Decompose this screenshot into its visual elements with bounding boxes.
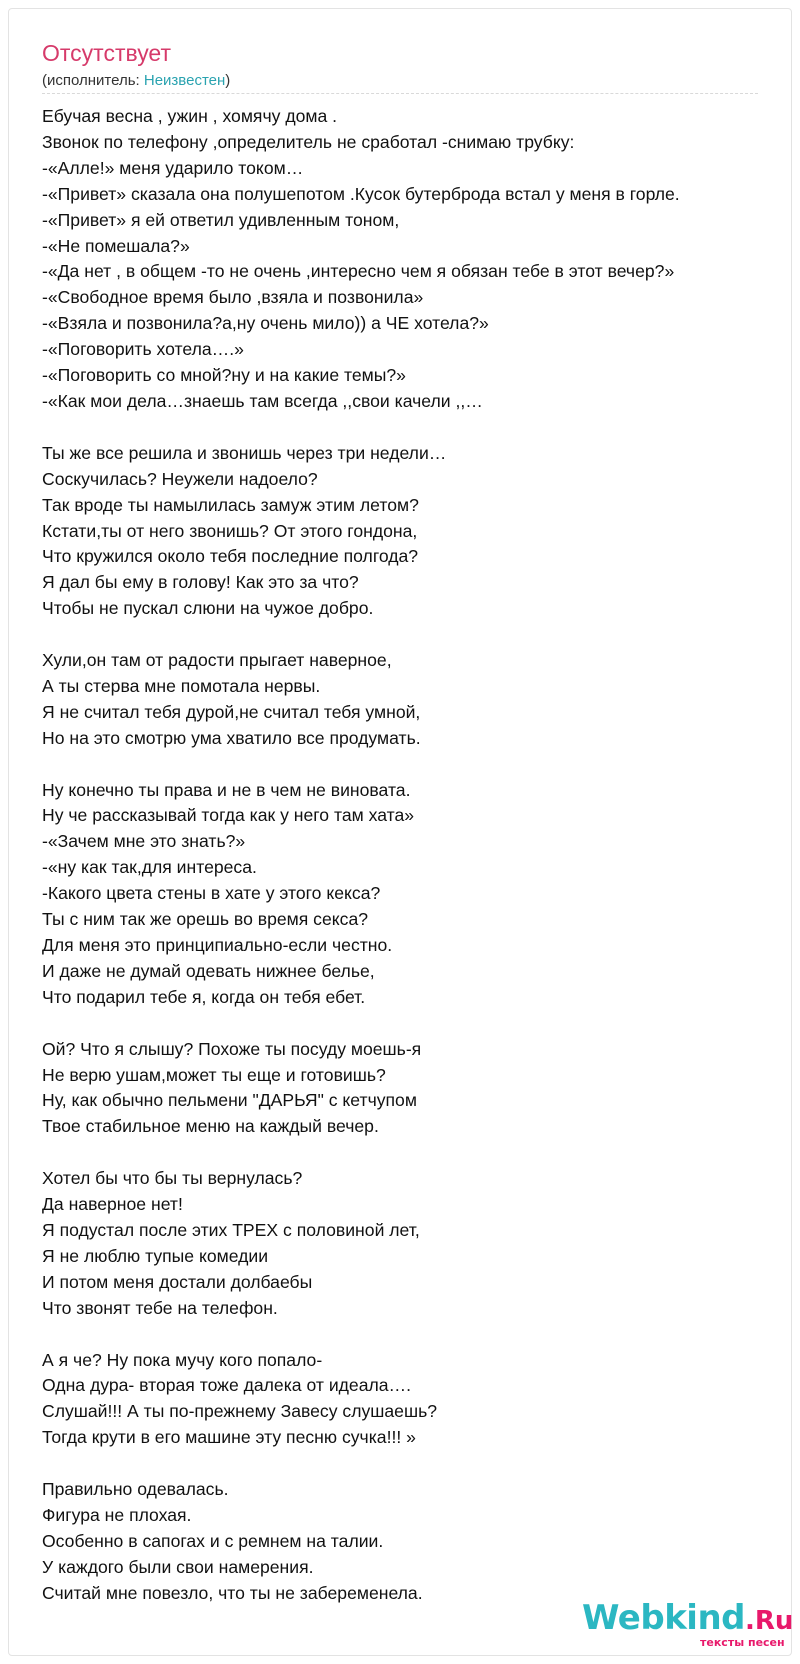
artist-prefix: (исполнитель:	[42, 72, 144, 89]
logo-wordmark: Webkind	[582, 1598, 745, 1638]
song-title: Отсутствует	[42, 40, 171, 66]
artist-line	[42, 72, 230, 89]
site-logo[interactable]	[582, 1598, 793, 1648]
logo-tld: .Ru	[745, 1606, 794, 1636]
artist-link[interactable]: Неизвестен	[143, 72, 226, 89]
artist-suffix: )	[225, 72, 231, 89]
logo-tagline: тексты песен	[700, 1636, 785, 1649]
header-divider	[42, 93, 758, 94]
lyrics-text: Ебучая весна , ужин , хомячу дома . Звонок по телефону ,определитель не сработал -снимаю трубку: -«Алле!» меня ударило током… -«Привет» сказала она полушепотом .Кусок бутерброда встал у меня в горле. -«Привет» я ей ответил удивленным тоном, -«Не помешала?» -«Да нет , в общем -то не очень ,интересно чем я обязан тебе в этот вечер?» -«Свободное время было ,взяла и позвонила» -«Взяла и позвонила?а,ну очень мило)) а ЧЕ хотела?» -«Поговорить хотела….» -«Поговорить со мной?ну и на какие темы?» -«Как мои дела…знаешь там всегда ,,свои качели ,,… Ты же все решила и звонишь через три недели… Соскучилась? Неужели надоело? Так вроде ты намылилась замуж этим летом? Кстати,ты от него звонишь? От этого гондона, Что кружился около тебя последние полгода? Я дал бы ему в голову! Как это за что? Чтобы не пускал слюни на чужое добро. Хули,он там от радости прыгает наверное, А ты стерва мне помотала нервы. Я не считал тебя дурой,не считал тебя умной, Но на это смотрю ума хватило все продумать. Ну конечно ты права и не в чем не виновата. Ну че рассказывай тогда как у него там хата» -«Зачем мне это знать?» -«ну как так,для интереса. -Какого цвета стены в хате у этого кекса? Ты с ним так же орешь во время секса? Для меня это принципиально-если честно. И даже не думай одевать нижнее белье, Что подарил тебе я, когда он тебя ебет. Ой? Что я слышу? Похоже ты посуду моешь-я Не верю ушам,может ты еще и готовишь? Ну, как обычно пельмени "ДАРЬЯ" с кетчупом Твое стабильное меню на каждый вечер. Хотел бы что бы ты вернулась? Да наверное нет! Я подустал после этих ТРЕХ с половиной лет, Я не люблю тупые комедии И потом меня достали долбаебы Что звонят тебе на телефон. А я че? Ну пока мучу кого попало- Одна дура- вторая тоже далека от идеала…. Слушай!!! А ты по-прежнему Завесу слушаешь? Тогда крути в его машине эту песню сучка!!! » Правильно одевалась. Фигура не плохая. Особенно в сапогах и с ремнем на талии. У каждого были свои намерения. Считай мне повезло, что ты не забеременела.	[42, 106, 680, 1603]
